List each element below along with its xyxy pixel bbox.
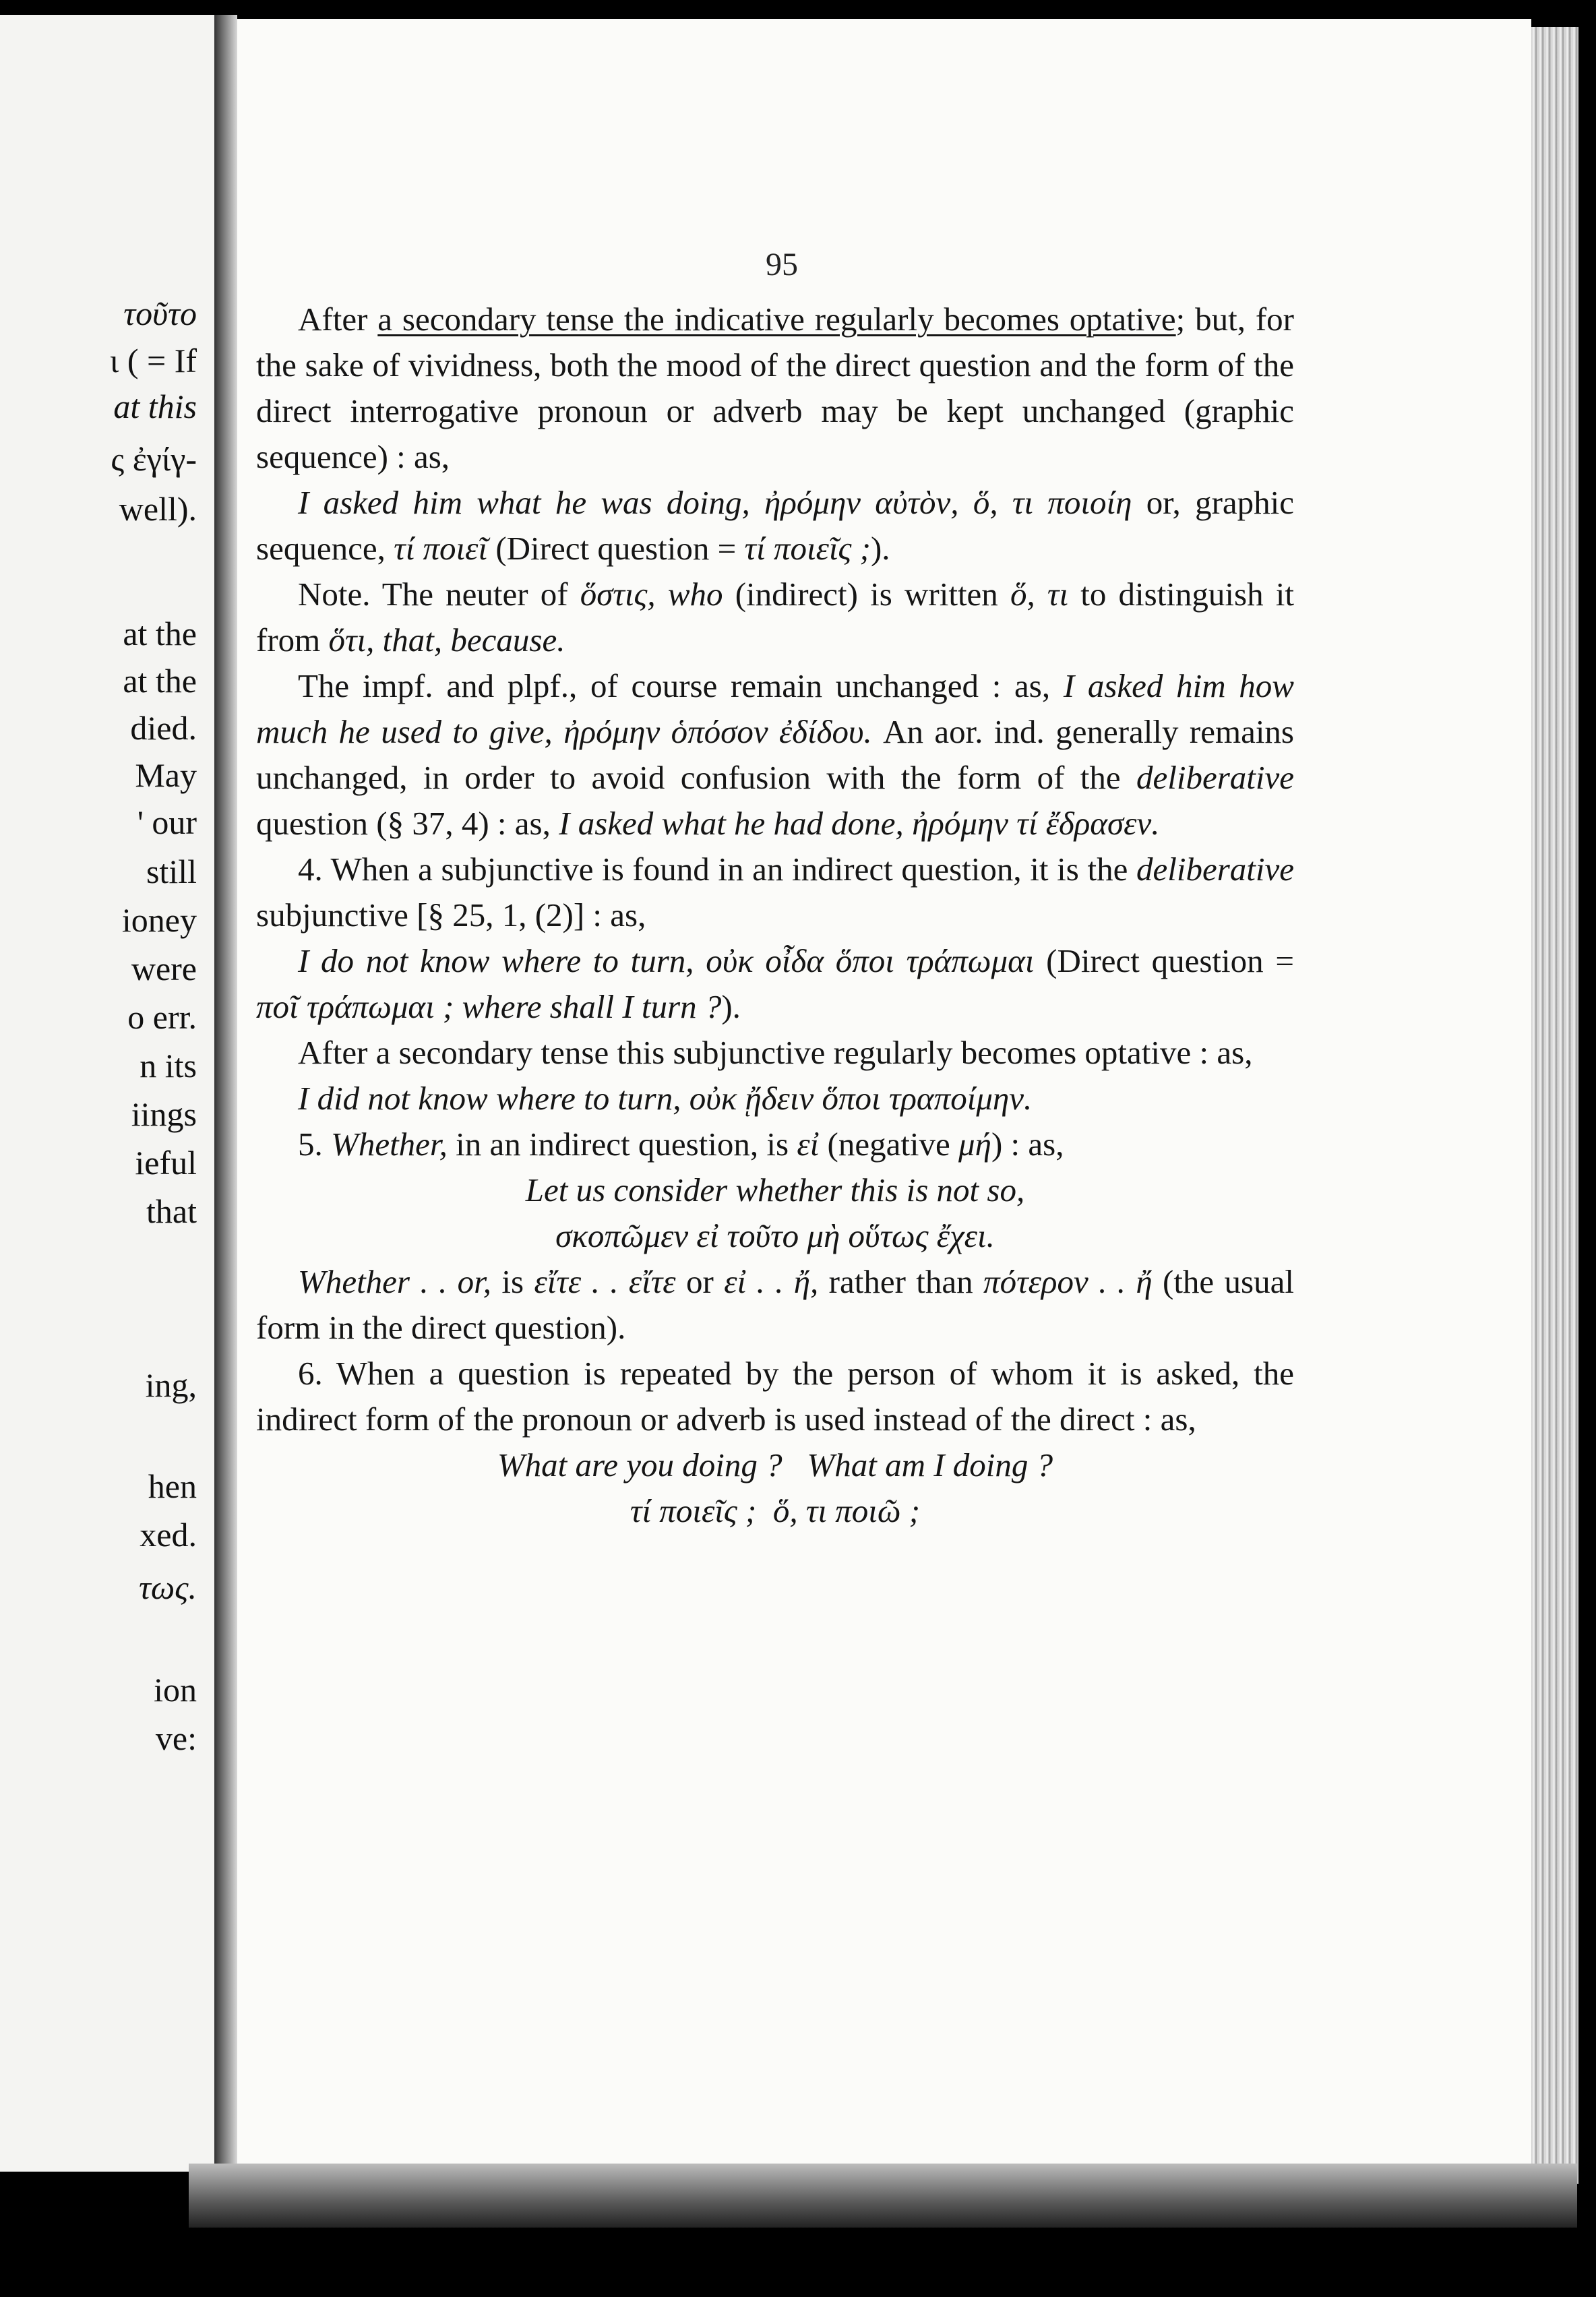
text-run: After xyxy=(298,301,378,338)
left-fragment: ι ( = If xyxy=(109,342,197,379)
text-run: When a subjunctive is found in an indirect question, it is the xyxy=(322,851,1136,888)
text-run: that, because. xyxy=(374,621,565,659)
left-fragment: ing, xyxy=(145,1366,197,1404)
left-fragment: ioney xyxy=(121,901,197,939)
section-number: 4. xyxy=(298,851,323,888)
left-fragment: n its xyxy=(140,1047,197,1084)
paragraph-subjunctive-optative: After a secondary tense this subjunctive regularly becomes optative : as, xyxy=(298,1034,1253,1071)
example-english: where shall I turn ? xyxy=(454,988,722,1025)
example-where-to-turn xyxy=(256,938,1294,1030)
left-fragment: τως. xyxy=(139,1568,197,1606)
note-label: Note. xyxy=(298,576,371,613)
example-greek: ἠρόμην ὁπόσον ἐδίδου. xyxy=(552,713,872,750)
text-run: When a question is repeated by the person of whom it is asked, the indirect form of the pronoun or adverb is used instead of the direct : as, xyxy=(256,1355,1294,1438)
left-fragment: ion xyxy=(154,1671,197,1709)
left-fragment: at this xyxy=(113,388,197,425)
left-fragment: ς ἐγίγ- xyxy=(111,440,197,478)
page-body xyxy=(256,297,1294,1534)
text-run: to distinguish it from xyxy=(256,576,1295,659)
example-greek: ποῖ τράπωμαι ; xyxy=(256,988,454,1025)
left-fragment: iings xyxy=(131,1095,197,1133)
example-what-doing-english: What are you doing ? What am I doing ? xyxy=(497,1446,1053,1483)
text-run: subjunctive [§ 25, 1, (2)] : as, xyxy=(256,896,646,933)
text-run: or, graphic sequence, xyxy=(256,484,1295,567)
left-page xyxy=(0,15,216,2172)
left-fragment: at the xyxy=(123,662,197,700)
left-fragment: xed. xyxy=(140,1516,197,1554)
text-run: The neuter of xyxy=(370,576,580,613)
example-greek: εἰ . . ἤ, xyxy=(724,1263,819,1300)
book-gutter xyxy=(214,15,237,2172)
text-run: (Direct question = xyxy=(487,530,745,567)
example-consider-english: Let us consider whether this is not so, xyxy=(525,1171,1025,1208)
section-4-subjunctive xyxy=(256,847,1294,938)
section-5-whether xyxy=(256,1122,1294,1167)
left-fragment: were xyxy=(131,950,197,987)
example-greek: εἰ xyxy=(797,1126,820,1163)
example-english: I do not know where to turn, xyxy=(298,942,694,979)
underlined-phrase: a secondary tense the indicative regularly becomes optative xyxy=(377,301,1176,338)
example-greek: πότερον . . ἤ xyxy=(983,1263,1153,1300)
text-run: who xyxy=(655,576,723,613)
section-6-repeated-question xyxy=(256,1351,1294,1442)
example-asked-what-doing xyxy=(256,480,1294,572)
text-run: rather than xyxy=(818,1263,984,1300)
left-fragment: hen xyxy=(148,1467,197,1505)
example-greek: ἠρόμην τί ἔδρασεν. xyxy=(903,805,1160,842)
example-greek: ὅστις, xyxy=(580,576,656,613)
left-fragment: τοῦτο xyxy=(123,295,197,332)
paragraph-impf-plpf xyxy=(256,663,1294,847)
example-greek: ἠρόμην αὐτὸν, ὅ, τι ποιοίη xyxy=(764,484,1132,521)
note-neuter xyxy=(256,572,1294,663)
section-number: 6. xyxy=(298,1355,323,1392)
example-consider-greek: σκοπῶμεν εἰ τοῦτο μὴ οὕτως ἔχει. xyxy=(555,1217,995,1254)
example-english: I asked what he had done, xyxy=(559,805,904,842)
text-run: deliberative xyxy=(1136,851,1294,888)
text-run: ). xyxy=(870,530,890,567)
section-number: 5. xyxy=(298,1126,323,1163)
book-bottom-edge xyxy=(189,2164,1577,2228)
text-run: An aor. ind. generally remains unchanged, in order to avoid confusion with the form of the xyxy=(256,713,1294,796)
text-run: ). xyxy=(721,988,741,1025)
left-fragment: at the xyxy=(123,615,197,652)
page-edge xyxy=(1531,27,1578,2184)
example-english: Whether . . or, xyxy=(298,1263,492,1300)
example-english: I did not know where to turn, xyxy=(298,1080,681,1117)
left-fragment: died. xyxy=(130,709,197,747)
left-fragment: May xyxy=(135,756,197,794)
page-number: 95 xyxy=(766,247,798,282)
example-greek: τί ποιεῖς ; xyxy=(744,530,871,567)
text-run: is xyxy=(491,1263,534,1300)
left-fragment: ieful xyxy=(135,1144,197,1182)
left-fragment: o err. xyxy=(127,998,197,1036)
example-greek: τί ποιεῖ xyxy=(394,530,488,567)
left-fragment: still xyxy=(146,853,197,890)
left-fragment: ve: xyxy=(155,1719,197,1757)
example-greek: μή xyxy=(958,1126,991,1163)
example-greek: εἴτε . . εἴτε xyxy=(534,1263,676,1300)
example-what-doing-greek: τί ποιεῖς ; ὅ, τι ποιῶ ; xyxy=(630,1492,921,1529)
paragraph-secondary-tense xyxy=(256,297,1294,480)
left-fragment: ' our xyxy=(137,803,197,841)
example-did-not-know xyxy=(256,1076,1294,1122)
left-fragment: well). xyxy=(119,490,197,528)
example-english: I asked him what he was doing, xyxy=(298,484,750,521)
text-run: (Direct question = xyxy=(1034,942,1294,979)
example-greek: ὅ, τι xyxy=(1010,576,1069,613)
text-run: or xyxy=(675,1263,725,1300)
text-run: (the usual form in the direct question). xyxy=(256,1263,1294,1346)
example-greek: οὐκ ᾔδειν ὅποι τραποίμην. xyxy=(681,1080,1033,1117)
text-run: ) : as, xyxy=(991,1126,1064,1163)
text-run: deliberative xyxy=(1136,759,1294,796)
text-run: Whether, xyxy=(322,1126,448,1163)
paragraph-whether-or xyxy=(256,1259,1294,1351)
left-fragment: that xyxy=(146,1192,197,1230)
text-run: (indirect) is written xyxy=(723,576,1010,613)
example-greek: ὅτι, xyxy=(328,621,375,659)
text-run: in an indirect question, is xyxy=(447,1126,797,1163)
example-greek: οὐκ οἶδα ὅποι τράπωμαι xyxy=(694,942,1035,979)
text-run: The impf. and plpf., of course remain unchanged : as, xyxy=(298,667,1064,704)
text-run: ; but, for the sake of vividness, both the mood of the direct question and the form of the direct interrogative pronoun or adverb may be kept unchanged (graphic sequence) : as, xyxy=(256,301,1294,475)
text-run: (negative xyxy=(819,1126,959,1163)
example-english: I asked him how much he used to give, xyxy=(256,667,1294,750)
text-run: question (§ 37, 4) : as, xyxy=(256,805,559,842)
